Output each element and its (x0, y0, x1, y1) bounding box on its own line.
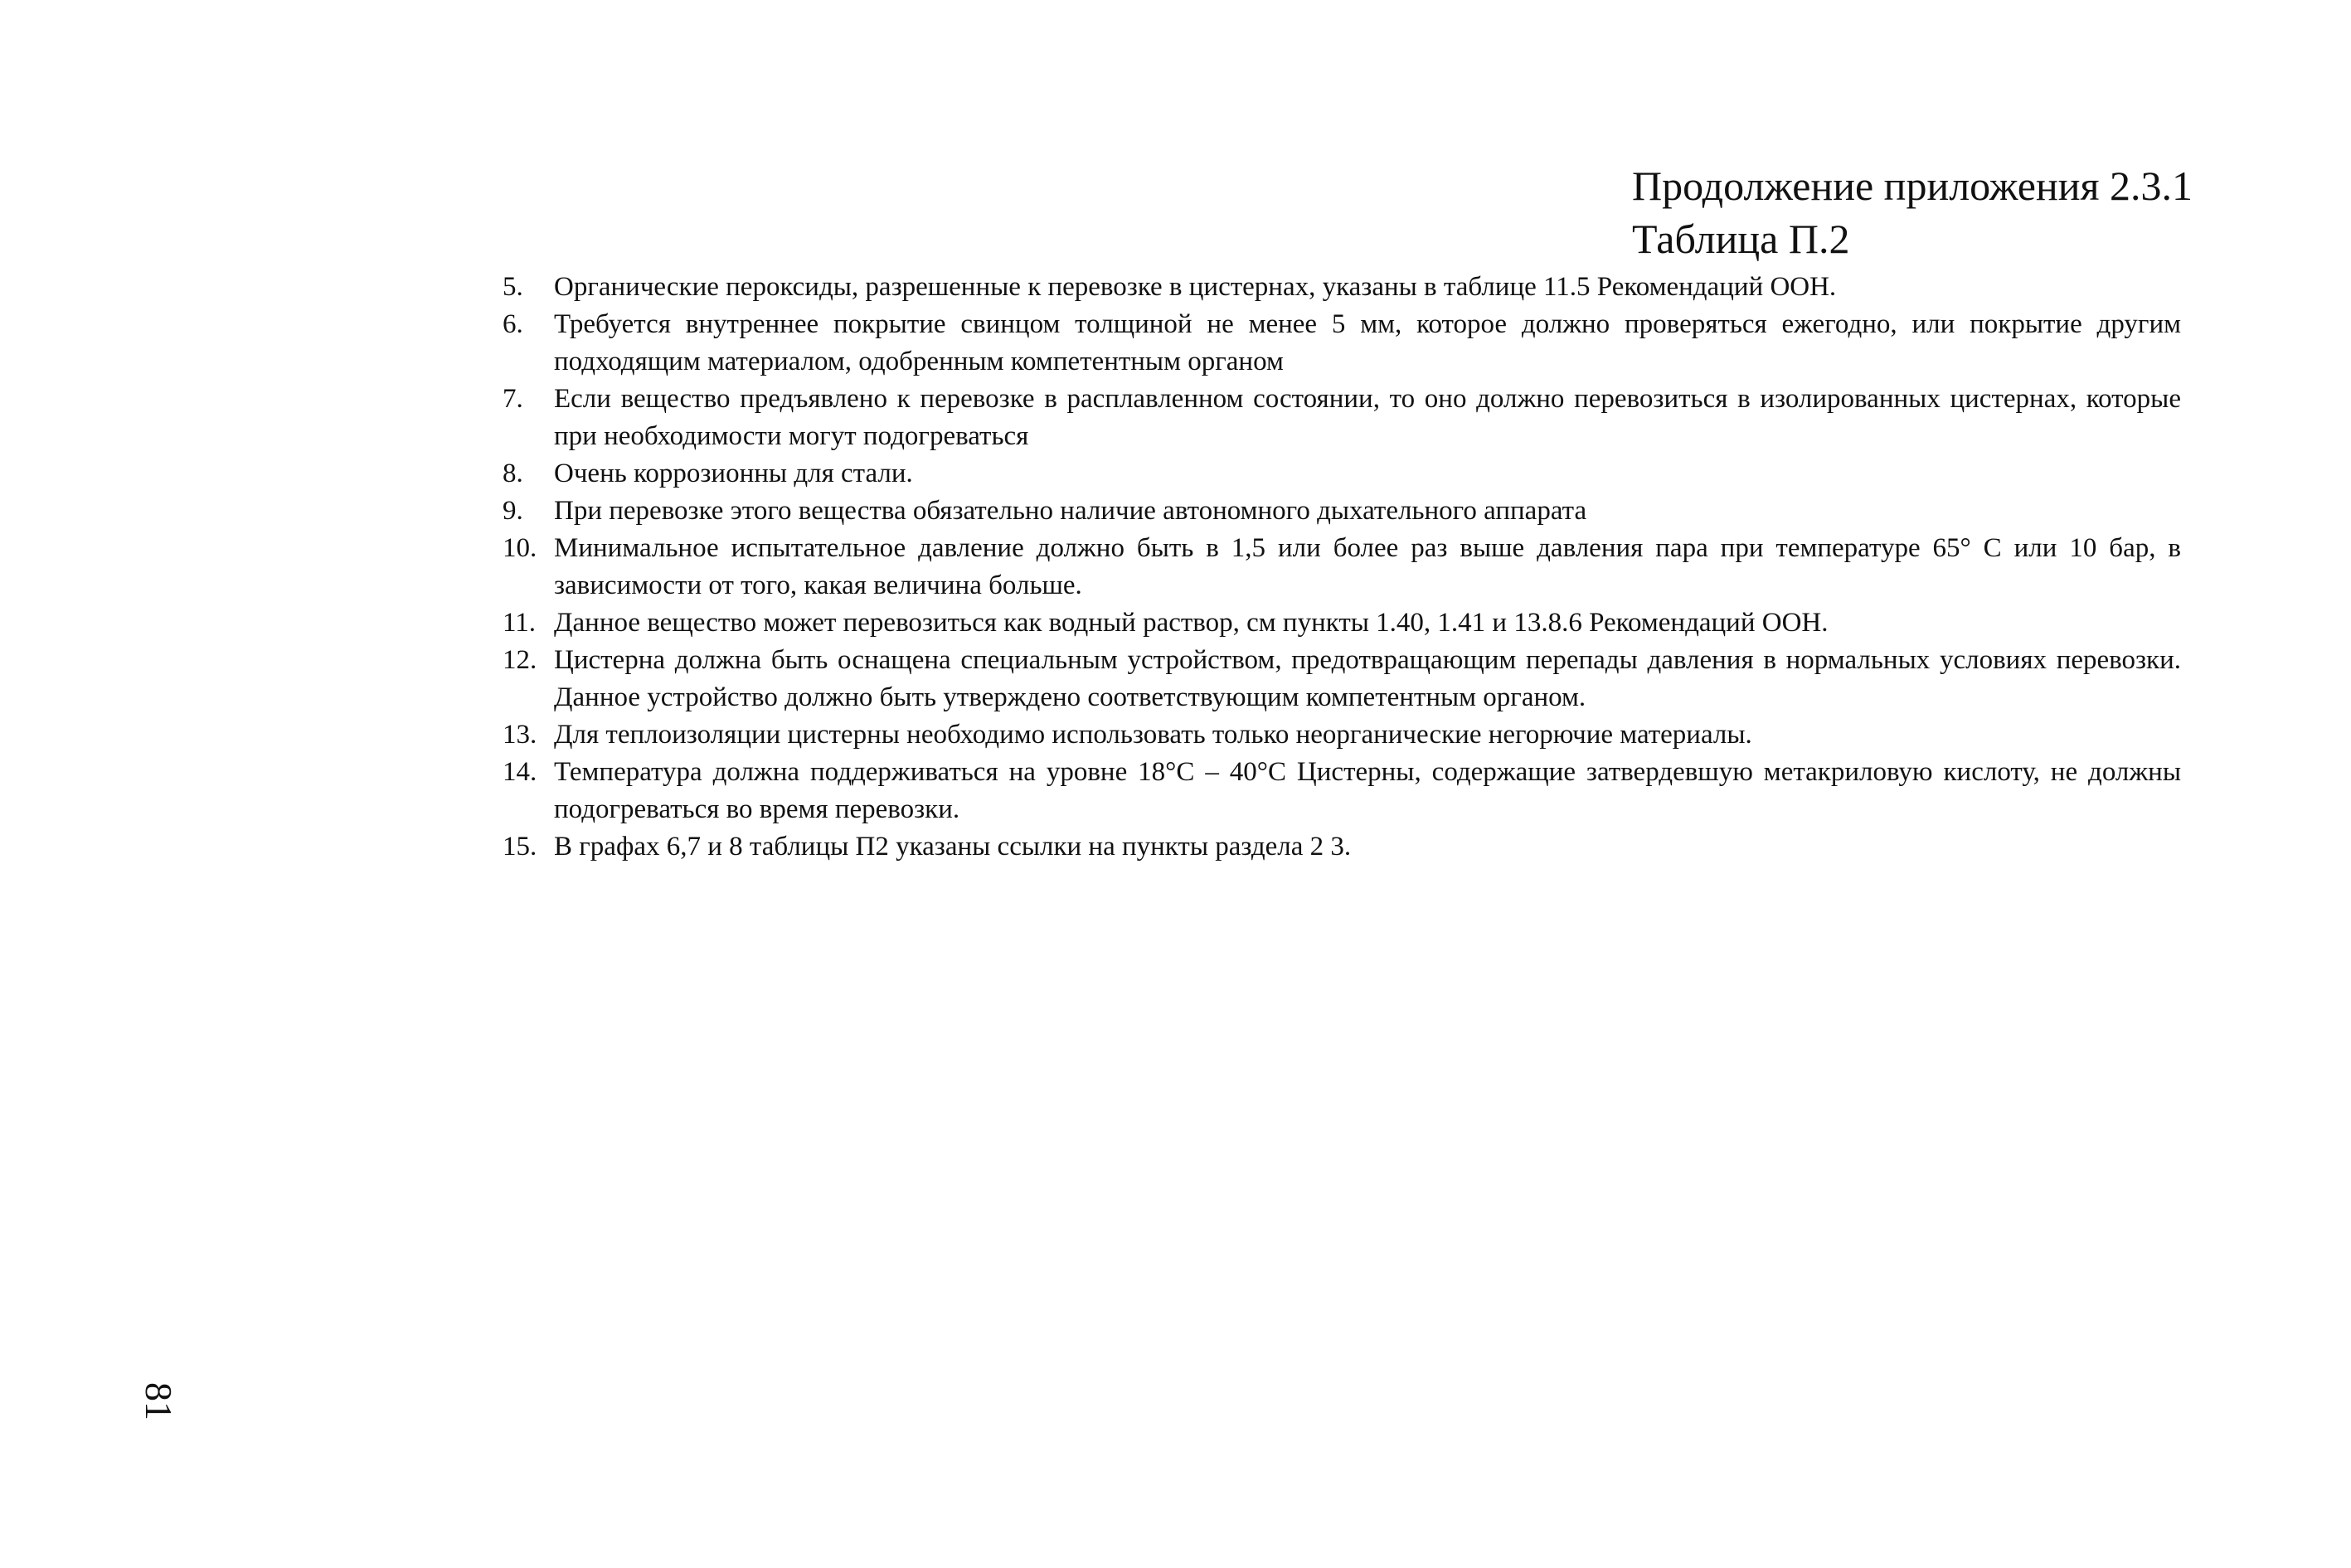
note-number: 10. (503, 533, 537, 563)
note-number: 12. (503, 645, 537, 675)
note-number: 11. (503, 608, 537, 638)
note-number: 8. (503, 459, 523, 488)
page-number: 81 (138, 1382, 180, 1420)
note-number: 15. (503, 832, 537, 862)
table-title: Таблица П.2 (1632, 216, 1850, 262)
note-text: Цистерна должна быть оснащена специальным устройством, предотвращающим перепады давления в нормальных условиях перевозки. Данное устройство должно быть утверждено соответствующим компетентным органом. (554, 645, 2181, 712)
note-text: Для теплоизоляции цистерны необходимо использовать только неорганические негорючие материалы. (554, 720, 1752, 750)
note-item (503, 754, 2181, 828)
note-text: Температура должна поддерживаться на уровне 18°С – 40°С Цистерны, содержащие затвердевшую метакриловую кислоту, не должны подогреваться во время перевозки. (554, 757, 2181, 824)
note-item (503, 530, 2181, 604)
note-item (503, 716, 2181, 754)
note-item (503, 381, 2181, 455)
note-text: Органические пероксиды, разрешенные к перевозке в цистернах, указаны в таблице 11.5 Рекомендаций ООН. (554, 272, 1837, 302)
note-item (503, 828, 2181, 866)
note-text: Если вещество предъявлено к перевозке в расплавленном состоянии, то оно должно перевозиться в изолированных цистернах, которые при необходимости могут подогреваться (554, 384, 2181, 451)
note-text: Данное вещество может перевозиться как водный раствор, см пункты 1.40, 1.41 и 13.8.6 Рекомендаций ООН. (554, 608, 1829, 638)
appendix-continuation-title: Продолжение приложения 2.3.1 (1632, 163, 2193, 209)
note-text: Требуется внутреннее покрытие свинцом толщиной не менее 5 мм, которое должно проверяться ежегодно, или покрытие другим подходящим материалом, одобренным компетентным органом (554, 309, 2181, 376)
note-text: В графах 6,7 и 8 таблицы П2 указаны ссылки на пункты раздела 2 3. (554, 832, 1352, 862)
note-text: Очень коррозионны для стали. (554, 459, 913, 488)
note-text: Минимальное испытательное давление должно быть в 1,5 или более раз выше давления пара при температуре 65° С или 10 бар, в зависимости от того, какая величина больше. (554, 533, 2181, 600)
note-number: 5. (503, 272, 523, 302)
note-item (503, 306, 2181, 381)
note-item (503, 455, 2181, 493)
note-item (503, 642, 2181, 716)
note-number: 13. (503, 720, 537, 750)
note-item (503, 493, 2181, 530)
note-number: 9. (503, 496, 523, 526)
note-number: 7. (503, 384, 523, 414)
note-text: При перевозке этого вещества обязательно наличие автономного дыхательного аппарата (554, 496, 1587, 526)
note-number: 6. (503, 309, 523, 339)
note-number: 14. (503, 757, 537, 787)
page-heading (1632, 159, 2193, 265)
note-item (503, 269, 2181, 306)
notes-list (503, 269, 2181, 866)
note-item (503, 604, 2181, 642)
